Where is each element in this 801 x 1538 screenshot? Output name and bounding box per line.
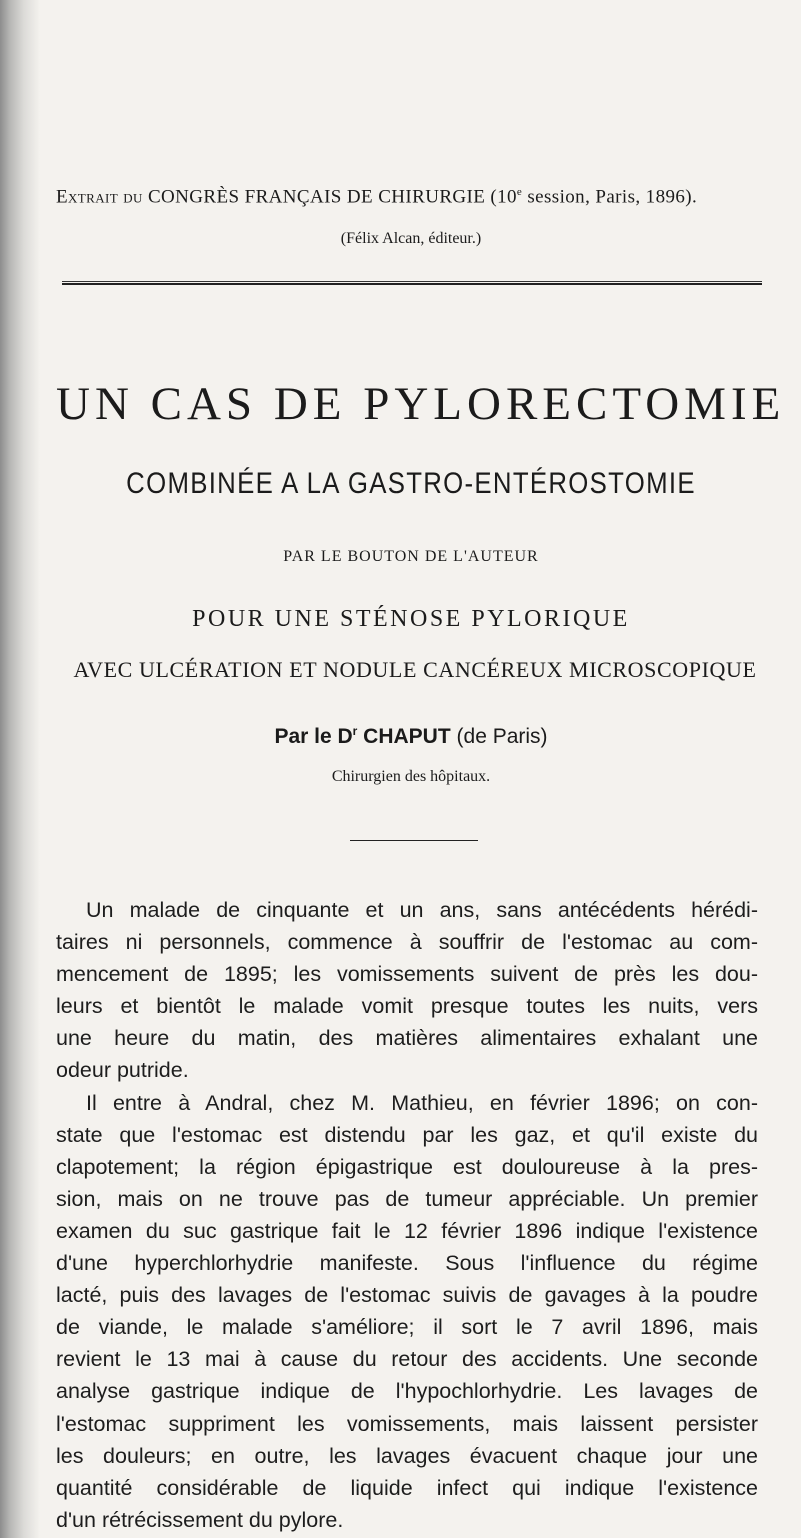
- section-divider: [350, 840, 478, 841]
- author-name: CHAPUT: [363, 725, 451, 748]
- extract-du: du: [123, 186, 143, 208]
- text-line: lacté, puis des lavages de l'estomac suivis de gavages à la poudre: [56, 1283, 758, 1308]
- congress-name: CONGRÈS FRANÇAIS DE CHIRURGIE (10: [147, 186, 517, 208]
- text-line: taires ni personnels, commence à souffrir de l'estomac au com-: [56, 930, 758, 955]
- text-line: odeur putride.: [56, 1058, 189, 1083]
- extract-header: [56, 186, 776, 208]
- author-role: Chirurgien des hôpitaux.: [331, 768, 491, 785]
- text-line: d'une hyperchlorhydrie manifeste. Sous l'influence du régime: [56, 1251, 758, 1276]
- session-superscript: e: [516, 186, 523, 198]
- body-text: [56, 894, 758, 1536]
- author-city: (de Paris): [456, 725, 548, 748]
- text-line: clapotement; la région épigastrique est douloureuse à la pres-: [56, 1154, 758, 1179]
- subtitle-indication: POUR UNE STÉNOSE PYLORIQUE: [192, 606, 630, 632]
- text-line: Un malade de cinquante et un ans, sans antécédents hérédi-: [86, 898, 758, 922]
- text-line: revient le 13 mai à cause du retour des accidents. Une seconde: [56, 1347, 758, 1372]
- session-info: session, Paris, 1896).: [522, 186, 698, 208]
- author-prefix: Par le D: [274, 725, 353, 748]
- header-double-rule: [62, 281, 762, 285]
- scan-gutter-shadow: [0, 0, 40, 1538]
- text-line: sion, mais on ne trouve pas de tumeur appréciable. Un premier: [56, 1186, 758, 1211]
- main-title: UN CAS DE PYLORECTOMIE: [56, 378, 786, 430]
- text-line: leurs et bientôt le malade vomit presque toutes les nuits, vers: [56, 994, 758, 1019]
- subtitle-method: PAR LE BOUTON DE L'AUTEUR: [283, 548, 539, 565]
- text-line: examen du suc gastrique fait le 12 février 1896 indique l'existence: [56, 1218, 758, 1243]
- text-line: d'un rétrécissement du pylore.: [56, 1507, 344, 1532]
- paragraph-1: [56, 894, 758, 1087]
- author-line: [56, 724, 766, 749]
- document-page: [56, 0, 786, 1538]
- paragraph-2: [56, 1087, 758, 1536]
- text-line: l'estomac suppriment les vomissements, mais laissent persister: [56, 1411, 758, 1436]
- text-line: mencement de 1895; les vomissements suivent de près les dou-: [56, 962, 758, 987]
- text-line: Il entre à Andral, chez M. Mathieu, en février 1896; on con-: [86, 1090, 758, 1115]
- text-line: de viande, le malade s'améliore; il sort le 7 avril 1896, mais: [56, 1315, 758, 1340]
- text-line: analyse gastrique indique de l'hypochlorhydrie. Les lavages de: [56, 1379, 758, 1404]
- publisher-line: (Félix Alcan, éditeur.): [340, 230, 482, 247]
- extract-word: Extrait: [56, 186, 119, 208]
- text-line: les douleurs; en outre, les lavages évacuent chaque jour une: [56, 1443, 758, 1468]
- text-line: state que l'estomac est distendu par les gaz, et qu'il existe du: [56, 1122, 758, 1147]
- author-title-superscript: r: [352, 724, 358, 738]
- text-line: quantité considérable de liquide infect qui indique l'existence: [56, 1475, 758, 1500]
- subtitle: COMBINÉE A LA GASTRO-ENTÉROSTOMIE: [126, 467, 696, 500]
- subtitle-detail: AVEC ULCÉRATION ET NODULE CANCÉREUX MICROSCOPIQUE: [73, 657, 757, 682]
- text-line: une heure du matin, des matières alimentaires exhalant une: [56, 1026, 758, 1051]
